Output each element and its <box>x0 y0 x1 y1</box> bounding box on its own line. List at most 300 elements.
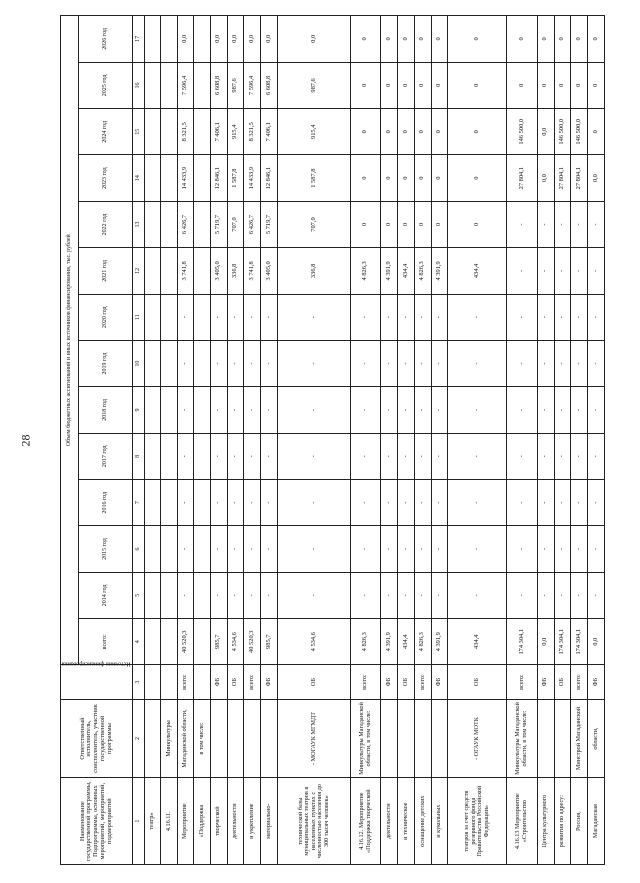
table-row <box>261 16 278 865</box>
row-value <box>161 201 177 247</box>
row-value: - <box>227 479 244 525</box>
table-row <box>414 16 431 865</box>
row-value: - <box>448 294 507 340</box>
row-value: 915,4 <box>227 109 244 155</box>
column-number: 6 <box>133 526 145 572</box>
row-value: - <box>431 572 448 618</box>
row-total: 174 304,1 <box>507 619 537 665</box>
row-value: - <box>448 387 507 433</box>
row-value: - <box>244 294 261 340</box>
row-value: 707,0 <box>227 201 244 247</box>
row-value: 14 433,9 <box>177 155 194 201</box>
row-value <box>194 433 210 479</box>
row-value: 0,0 <box>537 109 554 155</box>
column-number: 7 <box>133 479 145 525</box>
row-source: всего: <box>350 665 380 699</box>
row-value: - <box>210 526 227 572</box>
row-value: 915,4 <box>277 109 350 155</box>
row-value: - <box>227 294 244 340</box>
row-executor: Магаданской области, <box>177 699 194 778</box>
column-number: 2 <box>133 699 145 778</box>
row-executor: - ОГАУК МОТК <box>448 699 507 778</box>
row-value: - <box>537 294 554 340</box>
row-value: - <box>261 572 278 618</box>
row-value: - <box>177 340 194 386</box>
row-total: 4 826,3 <box>350 619 380 665</box>
row-value: - <box>398 572 415 618</box>
row-value: - <box>588 526 605 572</box>
row-value: - <box>588 479 605 525</box>
row-value <box>194 479 210 525</box>
row-value: 987,6 <box>227 62 244 108</box>
row-value: 0 <box>381 109 398 155</box>
table-row <box>161 16 177 865</box>
row-name: 4.16.12. Мероприятие «Поддержка творческой <box>350 778 380 865</box>
row-value: 0 <box>507 16 537 63</box>
row-value: 3 405,0 <box>210 248 227 294</box>
row-value: 14 433,9 <box>244 155 261 201</box>
row-value <box>145 433 161 479</box>
row-source: ОБ <box>277 665 350 699</box>
table-row <box>537 16 554 865</box>
row-value: 0 <box>448 109 507 155</box>
row-value: 0 <box>414 155 431 201</box>
header-year: 2025 год <box>79 62 133 108</box>
row-value: - <box>588 572 605 618</box>
column-number: 16 <box>133 62 145 108</box>
row-value: - <box>414 433 431 479</box>
header-executor: Ответственный исполнитель, соисполнитель, участник государственной программы <box>61 699 133 778</box>
row-value <box>145 294 161 340</box>
row-value: - <box>277 387 350 433</box>
row-value: 1 587,8 <box>277 155 350 201</box>
row-value: - <box>227 387 244 433</box>
row-value: 0,0 <box>588 155 605 201</box>
row-executor <box>537 699 554 778</box>
row-value: 0 <box>414 201 431 247</box>
row-value: - <box>398 526 415 572</box>
row-value: - <box>398 479 415 525</box>
row-value: - <box>537 201 554 247</box>
row-value <box>145 155 161 201</box>
row-name: театров за счет средств резервного фонда Правительства Российской Федерации» <box>448 778 507 865</box>
row-value: - <box>554 387 571 433</box>
row-value: - <box>537 526 554 572</box>
row-name: «Поддержка <box>194 778 210 865</box>
row-total: 40 520,3 <box>177 619 194 665</box>
row-name: Центра культурного <box>537 778 554 865</box>
row-value: - <box>277 294 350 340</box>
row-value <box>161 572 177 618</box>
row-executor <box>210 699 227 778</box>
row-value: 12 846,1 <box>210 155 227 201</box>
row-executor <box>244 699 261 778</box>
row-value <box>161 248 177 294</box>
row-executor <box>554 699 571 778</box>
row-executor <box>398 699 415 778</box>
row-value: - <box>261 526 278 572</box>
row-value: 0 <box>350 16 380 63</box>
row-value: - <box>244 572 261 618</box>
row-name: творческой <box>210 778 227 865</box>
table-row <box>210 16 227 865</box>
row-value: 7 406,1 <box>261 109 278 155</box>
row-value: - <box>177 294 194 340</box>
row-executor: Минкультуры <box>161 699 177 778</box>
header-budget-group: Объем бюджетных ассигнований и иных источников финансирования, тыс. рублей <box>61 16 79 665</box>
row-value: 3 405,0 <box>261 248 278 294</box>
row-value: - <box>261 387 278 433</box>
financing-table <box>60 15 605 865</box>
row-executor: области, <box>588 699 605 778</box>
row-value: - <box>431 294 448 340</box>
row-value: 0,0 <box>277 16 350 63</box>
row-total: 434,4 <box>398 619 415 665</box>
row-value: - <box>350 526 380 572</box>
row-value: 3 741,8 <box>177 248 194 294</box>
row-total: 4 826,3 <box>414 619 431 665</box>
row-total: 4 391,9 <box>381 619 398 665</box>
row-value: 0 <box>588 16 605 63</box>
row-value: 146 500,0 <box>507 109 537 155</box>
row-value <box>161 16 177 63</box>
header-total: всего: <box>79 619 133 665</box>
row-value: - <box>588 433 605 479</box>
row-name: деятельности <box>381 778 398 865</box>
header-year: 2014 год <box>79 572 133 618</box>
row-value <box>194 340 210 386</box>
row-value: - <box>537 387 554 433</box>
row-value: - <box>414 572 431 618</box>
row-value: - <box>537 572 554 618</box>
row-value: - <box>507 387 537 433</box>
row-value: 0 <box>448 62 507 108</box>
row-value: - <box>588 201 605 247</box>
table-row <box>244 16 261 865</box>
row-name: театр» <box>145 778 161 865</box>
row-value: 0 <box>350 155 380 201</box>
row-value <box>194 294 210 340</box>
row-name: 4.16.11. <box>161 778 177 865</box>
row-value <box>194 155 210 201</box>
row-value: 4 826,3 <box>414 248 431 294</box>
row-value: - <box>398 387 415 433</box>
row-value: - <box>588 340 605 386</box>
row-value: 707,0 <box>277 201 350 247</box>
row-value: 0,0 <box>227 16 244 63</box>
row-value: - <box>571 294 588 340</box>
row-executor <box>414 699 431 778</box>
row-value <box>161 387 177 433</box>
table-row <box>177 16 194 865</box>
row-name: развития по адресу: <box>554 778 571 865</box>
table-row <box>145 16 161 865</box>
row-value: 0 <box>398 62 415 108</box>
column-number: 17 <box>133 16 145 63</box>
row-value: - <box>448 572 507 618</box>
row-value: - <box>381 294 398 340</box>
row-value: - <box>537 248 554 294</box>
row-value <box>161 433 177 479</box>
row-value: - <box>554 526 571 572</box>
row-value: - <box>414 387 431 433</box>
row-source <box>194 665 210 699</box>
row-value: - <box>571 433 588 479</box>
row-value: 0 <box>350 109 380 155</box>
row-source: всего: <box>507 665 537 699</box>
row-value <box>161 340 177 386</box>
row-value: 0 <box>381 62 398 108</box>
row-total: 174 304,1 <box>554 619 571 665</box>
row-value: 0,0 <box>210 16 227 63</box>
row-value: 0 <box>571 62 588 108</box>
row-value: 0 <box>350 62 380 108</box>
column-number: 5 <box>133 572 145 618</box>
row-value: - <box>507 294 537 340</box>
header-program-name: Наименование государственной программы, Подпрограммы, основных мероприятий, мероприятий, подмероприятий <box>61 778 133 865</box>
row-total: 0,0 <box>537 619 554 665</box>
row-value: 7 596,4 <box>244 62 261 108</box>
row-value: - <box>350 479 380 525</box>
row-source <box>161 665 177 699</box>
row-value: 6 426,7 <box>177 201 194 247</box>
row-value: 0,0 <box>537 155 554 201</box>
row-value: 0 <box>398 155 415 201</box>
row-value: 27 804,1 <box>507 155 537 201</box>
row-value: - <box>350 294 380 340</box>
row-name: 4.16.13 Мероприятие «Строительство <box>507 778 537 865</box>
row-value: - <box>554 248 571 294</box>
row-value: - <box>431 340 448 386</box>
row-value: - <box>414 340 431 386</box>
row-executor: Минкультуры Магаданской области, в том числе: <box>350 699 380 778</box>
row-executor: Минстрой Магаданской <box>571 699 588 778</box>
column-number: 10 <box>133 340 145 386</box>
table-row <box>381 16 398 865</box>
row-value: 7 596,4 <box>177 62 194 108</box>
row-value: 0 <box>431 62 448 108</box>
row-value: - <box>244 479 261 525</box>
row-value: - <box>227 526 244 572</box>
row-value: 0,0 <box>261 16 278 63</box>
row-executor <box>227 699 244 778</box>
row-value: 0 <box>381 16 398 63</box>
row-executor: - МОГАУК МГМДТ <box>277 699 350 778</box>
table-row <box>227 16 244 865</box>
row-value <box>194 16 210 63</box>
row-value <box>161 155 177 201</box>
row-value: 0 <box>381 155 398 201</box>
row-value <box>145 340 161 386</box>
row-value: - <box>261 340 278 386</box>
row-value: - <box>277 433 350 479</box>
header-year: 2019 год <box>79 340 133 386</box>
row-value: - <box>227 340 244 386</box>
row-value: - <box>381 387 398 433</box>
row-value: - <box>398 340 415 386</box>
row-value: - <box>554 479 571 525</box>
row-value: 0 <box>448 201 507 247</box>
row-name: Россия, <box>571 778 588 865</box>
row-executor <box>261 699 278 778</box>
row-value <box>145 248 161 294</box>
row-executor: в том числе: <box>194 699 210 778</box>
row-value: 27 804,1 <box>554 155 571 201</box>
row-source <box>145 665 161 699</box>
row-value: 5 719,7 <box>210 201 227 247</box>
row-value <box>161 294 177 340</box>
row-value: 0 <box>414 109 431 155</box>
row-value <box>145 201 161 247</box>
row-value <box>161 62 177 108</box>
row-value: 12 846,1 <box>261 155 278 201</box>
column-number: 12 <box>133 248 145 294</box>
row-value <box>161 479 177 525</box>
row-value <box>194 201 210 247</box>
row-value: 6 608,8 <box>210 62 227 108</box>
row-value: - <box>448 526 507 572</box>
row-executor <box>431 699 448 778</box>
row-value: 3 741,8 <box>244 248 261 294</box>
row-value: - <box>414 526 431 572</box>
row-value: 0 <box>431 109 448 155</box>
row-value: 0 <box>588 62 605 108</box>
row-value: 4 391,9 <box>381 248 398 294</box>
row-value: 336,8 <box>277 248 350 294</box>
row-value: 0 <box>350 201 380 247</box>
row-value: 0 <box>554 62 571 108</box>
table-row <box>350 16 380 865</box>
row-value: - <box>431 526 448 572</box>
row-value: - <box>244 387 261 433</box>
row-value: 8 321,5 <box>244 109 261 155</box>
row-value: - <box>414 479 431 525</box>
row-value: - <box>350 340 380 386</box>
row-value: - <box>507 201 537 247</box>
row-value <box>194 109 210 155</box>
row-value: - <box>448 433 507 479</box>
row-source: всего: <box>244 665 261 699</box>
row-name: материально- <box>261 778 278 865</box>
row-value: 146 500,0 <box>554 109 571 155</box>
row-value: 0 <box>381 201 398 247</box>
row-value: 434,4 <box>448 248 507 294</box>
row-value: 27 804,1 <box>571 155 588 201</box>
column-number: 11 <box>133 294 145 340</box>
row-name: Мероприятие <box>177 778 194 865</box>
header-year: 2023 год <box>79 155 133 201</box>
row-value: - <box>554 433 571 479</box>
row-value: 0 <box>448 155 507 201</box>
row-value: - <box>431 433 448 479</box>
column-number: 9 <box>133 387 145 433</box>
row-total: 985,7 <box>261 619 278 665</box>
row-value: - <box>431 479 448 525</box>
row-value: - <box>571 248 588 294</box>
header-year: 2016 год <box>79 479 133 525</box>
row-value: 0,0 <box>244 16 261 63</box>
row-value: - <box>350 387 380 433</box>
row-value: - <box>177 387 194 433</box>
row-value: - <box>431 387 448 433</box>
row-value: - <box>588 387 605 433</box>
row-value: - <box>227 572 244 618</box>
row-value <box>145 479 161 525</box>
row-value: 6 608,8 <box>261 62 278 108</box>
header-year: 2026 год <box>79 16 133 63</box>
header-year: 2018 год <box>79 387 133 433</box>
row-total: 40 520,3 <box>244 619 261 665</box>
header-year: 2015 год <box>79 526 133 572</box>
row-source: ФБ <box>210 665 227 699</box>
row-value <box>145 62 161 108</box>
table-row <box>448 16 507 865</box>
header-year: 2021 год <box>79 248 133 294</box>
row-total: 4 391,9 <box>431 619 448 665</box>
row-value: 0 <box>507 62 537 108</box>
row-value: - <box>507 248 537 294</box>
row-value: - <box>554 201 571 247</box>
rotated-table-page <box>60 15 605 865</box>
column-number: 1 <box>133 778 145 865</box>
row-value: 0 <box>398 109 415 155</box>
table-row <box>588 16 605 865</box>
row-value: - <box>277 479 350 525</box>
row-value: - <box>381 479 398 525</box>
row-value <box>161 109 177 155</box>
column-number: 4 <box>133 619 145 665</box>
column-number: 15 <box>133 109 145 155</box>
row-value: 6 426,7 <box>244 201 261 247</box>
row-value: 0 <box>431 16 448 63</box>
row-value <box>194 387 210 433</box>
row-value: - <box>537 340 554 386</box>
row-total: 985,7 <box>210 619 227 665</box>
row-value: 146 500,0 <box>571 109 588 155</box>
row-value: - <box>177 572 194 618</box>
row-value: 0 <box>537 16 554 63</box>
row-value: - <box>398 433 415 479</box>
row-name: и техническое <box>398 778 415 865</box>
table-row <box>571 16 588 865</box>
header-funding-source: Источник финансирования <box>61 665 133 699</box>
row-value: - <box>261 479 278 525</box>
row-value: - <box>244 340 261 386</box>
row-value <box>194 572 210 618</box>
row-value: - <box>177 526 194 572</box>
row-value <box>161 526 177 572</box>
row-total: 174 304,1 <box>571 619 588 665</box>
row-value: - <box>588 248 605 294</box>
header-year: 2017 год <box>79 433 133 479</box>
row-value: - <box>571 340 588 386</box>
row-value <box>145 572 161 618</box>
row-value: 0 <box>537 62 554 108</box>
row-value: - <box>507 433 537 479</box>
row-value: - <box>507 479 537 525</box>
row-value: - <box>210 479 227 525</box>
row-value: - <box>381 572 398 618</box>
row-value: 434,4 <box>398 248 415 294</box>
row-value: - <box>210 387 227 433</box>
row-value <box>145 16 161 63</box>
row-total <box>145 619 161 665</box>
row-value: - <box>571 479 588 525</box>
row-value: - <box>244 526 261 572</box>
row-name: и укрепление <box>244 778 261 865</box>
row-name: технической базы муниципальных театров в населенных пунктах с численностью населения до 300 тысяч человек» <box>277 778 350 865</box>
row-value: 0 <box>398 16 415 63</box>
